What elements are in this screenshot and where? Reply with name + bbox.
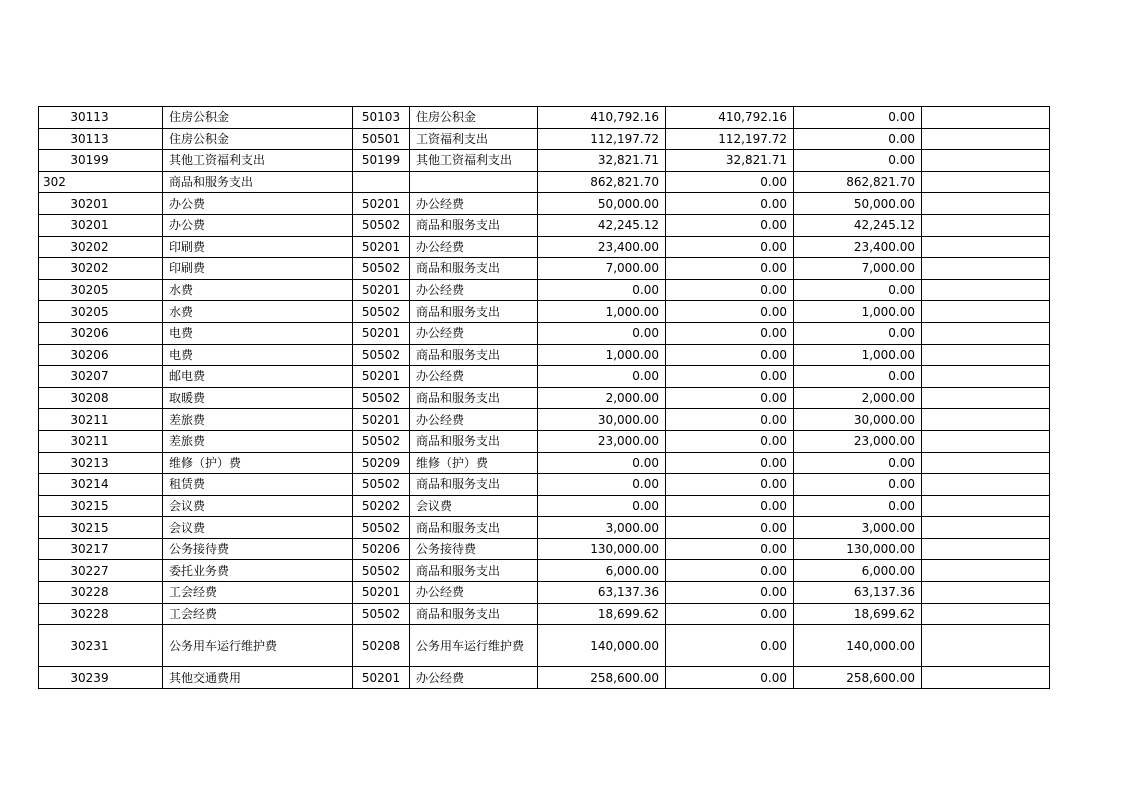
basic-expenditure-cell: 32,821.71: [666, 150, 794, 172]
basic-expenditure-cell: 112,197.72: [666, 128, 794, 150]
basic-expenditure-cell: 0.00: [666, 322, 794, 344]
basic-expenditure-cell: 0.00: [666, 236, 794, 258]
gov-name-cell: 办公经费: [410, 279, 538, 301]
econ-name-cell: 公务用车运行维护费: [163, 625, 353, 667]
total-cell: 6,000.00: [538, 560, 666, 582]
gov-name-cell: 办公经费: [410, 667, 538, 689]
gov-code-cell: 50201: [353, 582, 410, 604]
note-cell: [922, 517, 1050, 539]
gov-code-cell: 50201: [353, 366, 410, 388]
econ-name-cell: 其他交通费用: [163, 667, 353, 689]
basic-expenditure-cell: 0.00: [666, 214, 794, 236]
note-cell: [922, 171, 1050, 193]
project-expenditure-cell: 0.00: [794, 452, 922, 474]
gov-code-cell: 50502: [353, 344, 410, 366]
econ-name-cell: 水费: [163, 279, 353, 301]
econ-name-cell: 公务接待费: [163, 538, 353, 560]
project-expenditure-cell: 0.00: [794, 322, 922, 344]
table-row: [39, 582, 1050, 604]
econ-name-cell: 办公费: [163, 214, 353, 236]
total-cell: 410,792.16: [538, 107, 666, 129]
table-row: [39, 625, 1050, 667]
basic-expenditure-cell: 0.00: [666, 430, 794, 452]
gov-code-cell: 50206: [353, 538, 410, 560]
total-cell: 0.00: [538, 452, 666, 474]
gov-code-cell: 50201: [353, 193, 410, 215]
note-cell: [922, 301, 1050, 323]
econ-code-cell: 30213: [39, 452, 163, 474]
basic-expenditure-cell: 0.00: [666, 366, 794, 388]
basic-expenditure-cell: 0.00: [666, 495, 794, 517]
project-expenditure-cell: 258,600.00: [794, 667, 922, 689]
gov-code-cell: 50502: [353, 301, 410, 323]
project-expenditure-cell: 23,000.00: [794, 430, 922, 452]
note-cell: [922, 193, 1050, 215]
table-row: [39, 236, 1050, 258]
econ-code-cell: 30228: [39, 603, 163, 625]
basic-expenditure-cell: 0.00: [666, 279, 794, 301]
econ-name-cell: 印刷费: [163, 236, 353, 258]
note-cell: [922, 474, 1050, 496]
project-expenditure-cell: 6,000.00: [794, 560, 922, 582]
table-row: [39, 474, 1050, 496]
econ-name-cell: 商品和服务支出: [163, 171, 353, 193]
gov-code-cell: 50502: [353, 560, 410, 582]
gov-code-cell: 50199: [353, 150, 410, 172]
gov-name-cell: 办公经费: [410, 322, 538, 344]
note-cell: [922, 452, 1050, 474]
gov-code-cell: 50502: [353, 474, 410, 496]
total-cell: 130,000.00: [538, 538, 666, 560]
econ-name-cell: 委托业务费: [163, 560, 353, 582]
table-row: [39, 366, 1050, 388]
note-cell: [922, 409, 1050, 431]
econ-name-cell: 差旅费: [163, 409, 353, 431]
note-cell: [922, 560, 1050, 582]
basic-expenditure-cell: 0.00: [666, 171, 794, 193]
gov-name-cell: 公务接待费: [410, 538, 538, 560]
econ-code-cell: 30217: [39, 538, 163, 560]
project-expenditure-cell: 0.00: [794, 495, 922, 517]
econ-code-cell: 30228: [39, 582, 163, 604]
total-cell: 63,137.36: [538, 582, 666, 604]
table-row: [39, 279, 1050, 301]
table-row: [39, 452, 1050, 474]
total-cell: 0.00: [538, 279, 666, 301]
project-expenditure-cell: 18,699.62: [794, 603, 922, 625]
gov-name-cell: 公务用车运行维护费: [410, 625, 538, 667]
table-row: [39, 667, 1050, 689]
gov-code-cell: 50502: [353, 603, 410, 625]
gov-name-cell: 办公经费: [410, 366, 538, 388]
econ-name-cell: 其他工资福利支出: [163, 150, 353, 172]
econ-code-cell: 30231: [39, 625, 163, 667]
note-cell: [922, 279, 1050, 301]
total-cell: 30,000.00: [538, 409, 666, 431]
table-row: [39, 495, 1050, 517]
gov-name-cell: 办公经费: [410, 582, 538, 604]
basic-expenditure-cell: 0.00: [666, 538, 794, 560]
total-cell: 23,400.00: [538, 236, 666, 258]
gov-code-cell: 50103: [353, 107, 410, 129]
econ-code-cell: 30113: [39, 107, 163, 129]
table-row: [39, 150, 1050, 172]
gov-code-cell: 50502: [353, 258, 410, 280]
project-expenditure-cell: 0.00: [794, 474, 922, 496]
table-row: [39, 560, 1050, 582]
project-expenditure-cell: 1,000.00: [794, 301, 922, 323]
gov-name-cell: 办公经费: [410, 409, 538, 431]
gov-code-cell: 50502: [353, 430, 410, 452]
basic-expenditure-cell: 0.00: [666, 301, 794, 323]
project-expenditure-cell: 30,000.00: [794, 409, 922, 431]
econ-name-cell: 办公费: [163, 193, 353, 215]
table-row: [39, 322, 1050, 344]
gov-code-cell: 50501: [353, 128, 410, 150]
project-expenditure-cell: 0.00: [794, 150, 922, 172]
total-cell: 1,000.00: [538, 344, 666, 366]
gov-name-cell: 商品和服务支出: [410, 474, 538, 496]
total-cell: 258,600.00: [538, 667, 666, 689]
basic-expenditure-cell: 0.00: [666, 344, 794, 366]
table-row: [39, 517, 1050, 539]
econ-code-cell: 30208: [39, 387, 163, 409]
table-row: [39, 301, 1050, 323]
table-row: [39, 214, 1050, 236]
gov-code-cell: 50201: [353, 667, 410, 689]
total-cell: 112,197.72: [538, 128, 666, 150]
total-cell: 862,821.70: [538, 171, 666, 193]
total-cell: 32,821.71: [538, 150, 666, 172]
gov-code-cell: 50208: [353, 625, 410, 667]
econ-code-cell: 30202: [39, 236, 163, 258]
econ-code-cell: 30215: [39, 495, 163, 517]
note-cell: [922, 603, 1050, 625]
econ-code-cell: 30201: [39, 193, 163, 215]
gov-name-cell: 办公经费: [410, 236, 538, 258]
project-expenditure-cell: 7,000.00: [794, 258, 922, 280]
note-cell: [922, 430, 1050, 452]
gov-code-cell: 50201: [353, 236, 410, 258]
gov-code-cell: [353, 171, 410, 193]
expenditure-table: [38, 106, 1050, 689]
project-expenditure-cell: 0.00: [794, 279, 922, 301]
gov-code-cell: 50201: [353, 322, 410, 344]
note-cell: [922, 128, 1050, 150]
basic-expenditure-cell: 0.00: [666, 667, 794, 689]
note-cell: [922, 236, 1050, 258]
project-expenditure-cell: 130,000.00: [794, 538, 922, 560]
total-cell: 0.00: [538, 322, 666, 344]
gov-code-cell: 50201: [353, 409, 410, 431]
basic-expenditure-cell: 0.00: [666, 452, 794, 474]
project-expenditure-cell: 140,000.00: [794, 625, 922, 667]
total-cell: 23,000.00: [538, 430, 666, 452]
total-cell: 42,245.12: [538, 214, 666, 236]
econ-name-cell: 住房公积金: [163, 107, 353, 129]
econ-code-cell: 30206: [39, 322, 163, 344]
econ-name-cell: 维修（护）费: [163, 452, 353, 474]
econ-code-cell: 30205: [39, 301, 163, 323]
basic-expenditure-cell: 0.00: [666, 193, 794, 215]
project-expenditure-cell: 3,000.00: [794, 517, 922, 539]
total-cell: 3,000.00: [538, 517, 666, 539]
total-cell: 0.00: [538, 366, 666, 388]
project-expenditure-cell: 2,000.00: [794, 387, 922, 409]
econ-code-cell: 30205: [39, 279, 163, 301]
gov-name-cell: 商品和服务支出: [410, 560, 538, 582]
econ-code-cell: 30207: [39, 366, 163, 388]
note-cell: [922, 625, 1050, 667]
project-expenditure-cell: 42,245.12: [794, 214, 922, 236]
note-cell: [922, 344, 1050, 366]
note-cell: [922, 366, 1050, 388]
note-cell: [922, 538, 1050, 560]
basic-expenditure-cell: 0.00: [666, 258, 794, 280]
econ-name-cell: 会议费: [163, 517, 353, 539]
note-cell: [922, 150, 1050, 172]
table-row: [39, 387, 1050, 409]
table-row: [39, 258, 1050, 280]
table-row: [39, 107, 1050, 129]
gov-name-cell: 商品和服务支出: [410, 387, 538, 409]
note-cell: [922, 582, 1050, 604]
gov-code-cell: 50502: [353, 517, 410, 539]
project-expenditure-cell: 0.00: [794, 366, 922, 388]
econ-code-cell: 30215: [39, 517, 163, 539]
gov-code-cell: 50201: [353, 279, 410, 301]
table-row: [39, 128, 1050, 150]
econ-name-cell: 差旅费: [163, 430, 353, 452]
gov-name-cell: [410, 171, 538, 193]
table-row: [39, 603, 1050, 625]
note-cell: [922, 107, 1050, 129]
basic-expenditure-cell: 0.00: [666, 387, 794, 409]
table-row: [39, 409, 1050, 431]
basic-expenditure-cell: 0.00: [666, 474, 794, 496]
note-cell: [922, 322, 1050, 344]
econ-code-cell: 30202: [39, 258, 163, 280]
project-expenditure-cell: 23,400.00: [794, 236, 922, 258]
econ-code-cell: 302: [39, 171, 163, 193]
gov-code-cell: 50202: [353, 495, 410, 517]
basic-expenditure-cell: 0.00: [666, 560, 794, 582]
econ-name-cell: 取暖费: [163, 387, 353, 409]
project-expenditure-cell: 50,000.00: [794, 193, 922, 215]
basic-expenditure-cell: 0.00: [666, 603, 794, 625]
gov-name-cell: 商品和服务支出: [410, 430, 538, 452]
basic-expenditure-cell: 0.00: [666, 517, 794, 539]
econ-code-cell: 30206: [39, 344, 163, 366]
econ-code-cell: 30239: [39, 667, 163, 689]
project-expenditure-cell: 0.00: [794, 128, 922, 150]
total-cell: 0.00: [538, 495, 666, 517]
gov-name-cell: 住房公积金: [410, 107, 538, 129]
total-cell: 50,000.00: [538, 193, 666, 215]
basic-expenditure-cell: 0.00: [666, 625, 794, 667]
note-cell: [922, 387, 1050, 409]
basic-expenditure-cell: 0.00: [666, 582, 794, 604]
econ-code-cell: 30211: [39, 409, 163, 431]
total-cell: 140,000.00: [538, 625, 666, 667]
econ-code-cell: 30113: [39, 128, 163, 150]
econ-name-cell: 租赁费: [163, 474, 353, 496]
gov-name-cell: 商品和服务支出: [410, 344, 538, 366]
project-expenditure-cell: 63,137.36: [794, 582, 922, 604]
note-cell: [922, 258, 1050, 280]
gov-code-cell: 50209: [353, 452, 410, 474]
total-cell: 2,000.00: [538, 387, 666, 409]
project-expenditure-cell: 0.00: [794, 107, 922, 129]
econ-name-cell: 工会经费: [163, 603, 353, 625]
econ-name-cell: 住房公积金: [163, 128, 353, 150]
econ-name-cell: 会议费: [163, 495, 353, 517]
table-row: [39, 538, 1050, 560]
total-cell: 18,699.62: [538, 603, 666, 625]
econ-name-cell: 电费: [163, 344, 353, 366]
gov-name-cell: 会议费: [410, 495, 538, 517]
note-cell: [922, 214, 1050, 236]
gov-name-cell: 商品和服务支出: [410, 517, 538, 539]
econ-name-cell: 电费: [163, 322, 353, 344]
total-cell: 0.00: [538, 474, 666, 496]
gov-name-cell: 其他工资福利支出: [410, 150, 538, 172]
table-row: [39, 193, 1050, 215]
project-expenditure-cell: 1,000.00: [794, 344, 922, 366]
note-cell: [922, 495, 1050, 517]
project-expenditure-cell: 862,821.70: [794, 171, 922, 193]
gov-name-cell: 商品和服务支出: [410, 301, 538, 323]
gov-name-cell: 商品和服务支出: [410, 214, 538, 236]
econ-name-cell: 水费: [163, 301, 353, 323]
gov-code-cell: 50502: [353, 214, 410, 236]
gov-code-cell: 50502: [353, 387, 410, 409]
econ-code-cell: 30199: [39, 150, 163, 172]
econ-code-cell: 30211: [39, 430, 163, 452]
total-cell: 7,000.00: [538, 258, 666, 280]
gov-name-cell: 商品和服务支出: [410, 603, 538, 625]
table-row: [39, 430, 1050, 452]
econ-code-cell: 30227: [39, 560, 163, 582]
basic-expenditure-cell: 410,792.16: [666, 107, 794, 129]
basic-expenditure-cell: 0.00: [666, 409, 794, 431]
econ-name-cell: 印刷费: [163, 258, 353, 280]
econ-code-cell: 30214: [39, 474, 163, 496]
note-cell: [922, 667, 1050, 689]
total-cell: 1,000.00: [538, 301, 666, 323]
gov-name-cell: 商品和服务支出: [410, 258, 538, 280]
gov-name-cell: 办公经费: [410, 193, 538, 215]
gov-name-cell: 维修（护）费: [410, 452, 538, 474]
gov-name-cell: 工资福利支出: [410, 128, 538, 150]
table-row: [39, 344, 1050, 366]
table-row: [39, 171, 1050, 193]
table-body: [39, 107, 1050, 689]
econ-name-cell: 邮电费: [163, 366, 353, 388]
econ-code-cell: 30201: [39, 214, 163, 236]
econ-name-cell: 工会经费: [163, 582, 353, 604]
